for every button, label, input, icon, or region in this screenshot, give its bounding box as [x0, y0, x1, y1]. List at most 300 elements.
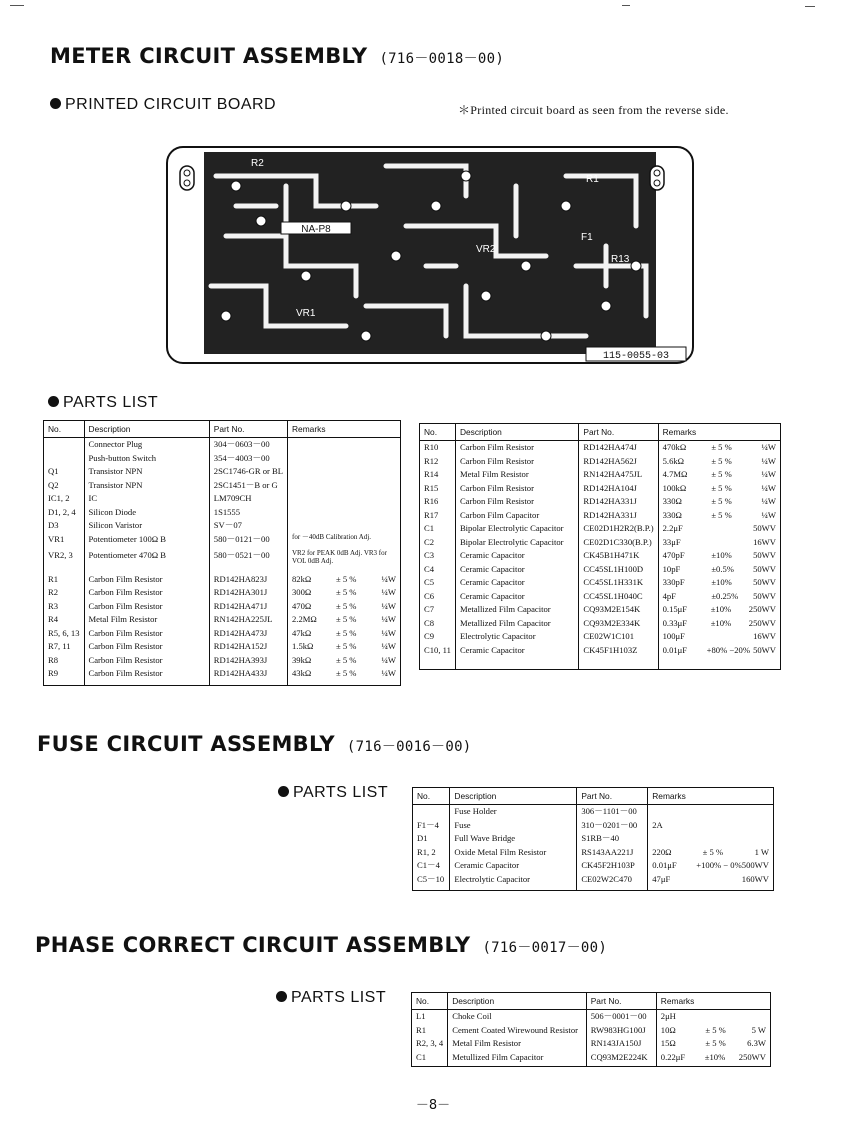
remark-tol: ± 5 %: [711, 469, 732, 479]
cell-part-number: CE02W1C101: [579, 630, 658, 644]
cell-remarks: [648, 819, 774, 833]
filler-cell: [450, 886, 577, 891]
col-remarks: Remarks: [648, 788, 774, 805]
cell-remarks: [288, 519, 401, 533]
table-row: [420, 522, 781, 536]
cell-description: Ceramic Capacitor: [450, 859, 577, 873]
col-part-no: Part No.: [209, 421, 287, 438]
cell-remarks: [658, 563, 780, 577]
remark-val: 1.5kΩ: [292, 641, 314, 651]
pcb-text-r1: R1: [586, 174, 599, 185]
remark-wt: [743, 819, 769, 833]
cell-part-no: C10, 11: [420, 644, 456, 658]
table-row: [44, 573, 401, 587]
remark-tol: ± 5 %: [711, 482, 732, 493]
remark-tol: ±10%: [711, 550, 732, 560]
table-row: [44, 549, 401, 573]
cell-remarks: [288, 654, 401, 668]
cell-remarks: [658, 522, 780, 536]
pcb-text-r13: R13: [611, 254, 630, 265]
cell-part-number: LM709CH: [209, 492, 287, 506]
remark-wt: ¼W: [381, 654, 396, 665]
cell-description: Ceramic Capacitor: [455, 590, 578, 604]
cell-description: Fuse: [450, 819, 577, 833]
table-filler-row: [412, 1064, 771, 1067]
remark-val: 100μF: [662, 631, 685, 641]
cell-description: Carbon Film Resistor: [455, 455, 578, 469]
pcb-text-vr1: VR1: [296, 308, 316, 319]
cell-description: Carbon Film Resistor: [455, 482, 578, 496]
remark-wt: ¼W: [381, 614, 396, 624]
cell-part-no: R1: [44, 573, 85, 587]
remark-tol: ±10%: [711, 577, 732, 587]
cell-description: Carbon Film Resistor: [84, 600, 209, 614]
pcb-note: ＊Printed circuit board as seen from the reverse side.: [458, 103, 729, 117]
bullet-icon: [50, 98, 61, 109]
cell-remarks: [288, 586, 401, 600]
remark-val: 330Ω: [662, 496, 682, 506]
remark-wt: 160WV: [741, 873, 769, 884]
table-row: [44, 613, 401, 627]
cell-description: Ceramic Capacitor: [455, 549, 578, 563]
remark-val: 470pF: [662, 550, 685, 560]
remark-tol: ± 5 %: [336, 668, 357, 678]
col-description: Description: [84, 421, 209, 438]
cell-remarks: [658, 576, 780, 590]
cell-part-number: 580－0521－00: [209, 549, 287, 573]
remark-val: 0.01μF: [652, 860, 677, 870]
filler-cell: [577, 886, 648, 891]
cell-part-no: R7, 11: [44, 640, 85, 654]
table-row: [420, 536, 781, 550]
filler-cell: [413, 886, 450, 891]
filler-cell: [455, 657, 578, 670]
remark-wt: [740, 1010, 766, 1024]
cell-remarks: [288, 573, 401, 587]
cell-description: Carbon Film Resistor: [84, 640, 209, 654]
filler-cell: [656, 1064, 770, 1067]
cell-part-no: Q2: [44, 479, 85, 493]
col-no: No.: [420, 424, 456, 441]
col-remarks: Remarks: [658, 424, 780, 441]
remark-val: 10pF: [662, 563, 681, 574]
cell-part-no: D3: [44, 519, 85, 533]
remark-wt: 16WV: [753, 536, 776, 547]
table-row: [413, 859, 774, 873]
remark-wt: ¼W: [381, 573, 396, 584]
cell-part-no: R16: [420, 495, 456, 509]
cell-remarks: [656, 1024, 770, 1038]
cell-part-number: RD142HA331J: [579, 495, 658, 509]
remark-tol: ± 5 %: [336, 587, 357, 597]
cell-part-no: R8: [44, 654, 85, 668]
table-row: [44, 667, 401, 681]
table-row: [44, 640, 401, 654]
cell-remarks: [288, 600, 401, 614]
cell-remarks: [648, 873, 774, 887]
table-row: [413, 873, 774, 887]
remark-wt: ¼W: [761, 496, 776, 506]
pcb-text-vr2: VR2: [476, 244, 496, 255]
cell-part-number: CC45SL1H040C: [579, 590, 658, 604]
cell-part-number: CE02W2C470: [577, 873, 648, 887]
cell-remarks: [658, 603, 780, 617]
cell-part-no: [44, 452, 85, 466]
filler-cell: [412, 1064, 448, 1067]
cell-part-number: RD142HA474J: [579, 441, 658, 455]
cell-remarks: [288, 452, 401, 466]
remark-wt: ¼W: [381, 627, 396, 638]
table-row: [420, 549, 781, 563]
table-row: [413, 819, 774, 833]
remark-wt: ¼W: [761, 455, 776, 466]
table-filler-row: [413, 886, 774, 891]
remark-val: 33μF: [662, 536, 681, 547]
cell-remarks: [288, 549, 401, 573]
cell-description: Silicon Diode: [84, 506, 209, 520]
cell-part-no: R5, 6, 13: [44, 627, 85, 641]
table-row: [420, 603, 781, 617]
cell-part-no: D1, 2, 4: [44, 506, 85, 520]
col-part-no: Part No.: [577, 788, 648, 805]
cell-part-no: R10: [420, 441, 456, 455]
phase-parts-heading: [276, 989, 386, 1007]
cell-part-no: IC1, 2: [44, 492, 85, 506]
cell-remarks: [658, 509, 780, 523]
table-row: [44, 627, 401, 641]
cell-description: Metal Film Resistor: [455, 468, 578, 482]
table-row: [412, 1010, 771, 1024]
cell-part-no: R12: [420, 455, 456, 469]
pcb-text-f1: F1: [581, 232, 593, 243]
remark-val: 330Ω: [662, 509, 682, 520]
cell-description: Metallized Film Capacitor: [455, 617, 578, 631]
col-no: No.: [412, 993, 448, 1010]
meter-parts-heading-text: PARTS LIST: [63, 394, 159, 411]
cell-part-number: RD142HA331J: [579, 509, 658, 523]
cell-description: Carbon Film Resistor: [84, 667, 209, 681]
remark-wt: ¼W: [761, 509, 776, 520]
cell-remarks: [658, 617, 780, 631]
cell-part-no: C1: [420, 522, 456, 536]
cell-remarks: [658, 644, 780, 658]
table-row: [44, 519, 401, 533]
cell-description: Carbon Film Resistor: [84, 654, 209, 668]
filler-cell: [420, 657, 456, 670]
cell-remarks: [288, 533, 401, 549]
pcb-heading: [50, 96, 276, 114]
cell-part-number: CQ93M2E154K: [579, 603, 658, 617]
cell-remarks: [288, 492, 401, 506]
meter-parts-table-right: [419, 423, 781, 670]
remark-val: 470Ω: [292, 600, 312, 611]
cell-remarks: [648, 805, 774, 819]
remark-val: 10Ω: [660, 1024, 676, 1035]
table-row: [420, 468, 781, 482]
cell-remarks: [658, 455, 780, 469]
cell-description: Ceramic Capacitor: [455, 644, 578, 658]
cell-description: Electrolytic Capacitor: [450, 873, 577, 887]
cell-description: Carbon Film Resistor: [455, 441, 578, 455]
table-row: [420, 590, 781, 604]
col-part-no: Part No.: [579, 424, 658, 441]
cell-remarks: [658, 482, 780, 496]
remark-val: 39kΩ: [292, 654, 312, 665]
fuse-parts-heading: [278, 784, 388, 802]
remark-tol: [711, 536, 745, 550]
phase-section-title: [35, 933, 607, 957]
remark-val: 4.7MΩ: [662, 469, 688, 479]
table-row: [44, 452, 401, 466]
table-row: [420, 644, 781, 658]
filler-cell: [209, 681, 287, 686]
remark-wt: 250WV: [738, 1051, 766, 1062]
remark-wt: ¼W: [761, 442, 776, 452]
cell-part-number: 310－0201－00: [577, 819, 648, 833]
filler-cell: [44, 681, 85, 686]
cell-part-no: R1: [412, 1024, 448, 1038]
cell-part-number: CE02D1H2R2(B.P.): [579, 522, 658, 536]
remark-wt: 1 W: [754, 846, 769, 857]
table-row: [420, 630, 781, 644]
bullet-icon: [48, 396, 59, 407]
cell-part-number: 506－0001－00: [586, 1010, 656, 1024]
cell-part-no: C3: [420, 549, 456, 563]
col-no: No.: [413, 788, 450, 805]
cell-part-number: RD142HA152J: [209, 640, 287, 654]
table-row: [412, 1024, 771, 1038]
cell-remarks: [288, 627, 401, 641]
cell-remarks: [656, 1037, 770, 1051]
col-description: Description: [455, 424, 578, 441]
remark-val: for －40dB Calibration Adj.: [292, 532, 371, 541]
fuse-parts-heading-text: PARTS LIST: [293, 784, 389, 801]
remark-val: 100kΩ: [662, 482, 687, 493]
col-no: No.: [44, 421, 85, 438]
remark-wt: 50WV: [753, 563, 776, 574]
cell-description: Carbon Film Resistor: [455, 495, 578, 509]
remark-tol: ± 5 %: [336, 600, 357, 611]
cell-part-no: C1－4: [413, 859, 450, 873]
cell-part-number: 1S1555: [209, 506, 287, 520]
table-row: [420, 455, 781, 469]
cell-description: Silicon Varistor: [84, 519, 209, 533]
cell-remarks: [288, 465, 401, 479]
remark-tol: ± 5 %: [711, 509, 732, 520]
remark-val: 0.22μF: [660, 1051, 686, 1062]
remark-wt: 500WV: [741, 860, 769, 870]
cell-description: Potentiometer 470Ω B: [84, 549, 209, 573]
cell-part-number: RD142HA301J: [209, 586, 287, 600]
remark-wt: ¼W: [761, 482, 776, 493]
cell-description: Metal Film Resistor: [84, 613, 209, 627]
cell-remarks: [288, 438, 401, 452]
cell-description: Carbon Film Resistor: [84, 586, 209, 600]
pcb-text-na-p8: NA-P8: [301, 224, 331, 235]
remark-wt: 250WV: [748, 617, 776, 628]
remark-tol: ±10%: [710, 604, 732, 614]
remark-wt: 16WV: [753, 631, 776, 641]
remark-val: VR2 for PEAK 0dB Adj. VR3 for VOL 0dB Adj.: [292, 548, 387, 565]
remark-tol: ± 5 %: [336, 641, 357, 651]
remark-val: 330pF: [662, 577, 685, 587]
remark-val: 300Ω: [292, 587, 312, 597]
remark-wt: 50WV: [753, 550, 776, 560]
cell-part-no: C6: [420, 590, 456, 604]
fuse-title-text: FUSE CIRCUIT ASSEMBLY: [37, 732, 335, 756]
cell-part-number: RD142HA473J: [209, 627, 287, 641]
cell-remarks: [648, 832, 774, 846]
fuse-section-title: [37, 732, 472, 756]
cell-part-number: RD142HA562J: [579, 455, 658, 469]
cell-part-number: 2SC1746-GR or BL: [209, 465, 287, 479]
table-row: [420, 441, 781, 455]
remark-wt: ¼W: [381, 600, 396, 611]
remark-tol: ±10%: [710, 617, 732, 628]
filler-cell: [586, 1064, 656, 1067]
table-row: [44, 654, 401, 668]
col-remarks: Remarks: [656, 993, 770, 1010]
cell-part-no: C8: [420, 617, 456, 631]
remark-tol: ± 5 %: [711, 455, 732, 466]
cell-part-number: RD142HA393J: [209, 654, 287, 668]
remark-tol: [711, 522, 745, 536]
cell-description: Metullized Film Capacitor: [448, 1051, 587, 1065]
cell-part-no: C2: [420, 536, 456, 550]
remark-val: 2.2MΩ: [292, 614, 317, 624]
remark-wt: 50WV: [753, 590, 776, 601]
remark-tol: ± 5 %: [336, 573, 357, 584]
remark-tol: ±0.25%: [711, 590, 739, 601]
remark-tol: ± 5 %: [336, 627, 357, 638]
remark-tol: ± 5 %: [711, 442, 732, 452]
cell-part-number: 306－1101－00: [577, 805, 648, 819]
cell-description: Potentiometer 100Ω B: [84, 533, 209, 549]
cell-description: Cement Coated Wirewound Resistor: [448, 1024, 587, 1038]
filler-cell: [288, 681, 401, 686]
cell-remarks: [288, 640, 401, 654]
table-row: [44, 479, 401, 493]
table-row: [44, 492, 401, 506]
pcb-board-label: 115-0055-03: [602, 351, 670, 362]
cell-remarks: [288, 667, 401, 681]
page-number: －8－: [415, 1098, 451, 1113]
remark-tol: ±10%: [704, 1051, 726, 1062]
filler-cell: [648, 886, 774, 891]
printed-circuit-board-image: [166, 146, 694, 364]
cell-part-no: R1, 2: [413, 846, 450, 860]
table-filler-row: [44, 681, 401, 686]
remark-val: 47μF: [652, 873, 671, 884]
remark-val: 220Ω: [652, 846, 672, 857]
table-row: [412, 1037, 771, 1051]
cell-part-no: F1－4: [413, 819, 450, 833]
cell-part-number: RW983HG100J: [586, 1024, 656, 1038]
table-row: [44, 438, 401, 452]
cell-part-number: SV－07: [209, 519, 287, 533]
cell-part-no: C9: [420, 630, 456, 644]
meter-parts-table-left: [43, 420, 401, 686]
cell-part-no: R2: [44, 586, 85, 600]
cell-part-no: L1: [412, 1010, 448, 1024]
cell-part-no: R2, 3, 4: [412, 1037, 448, 1051]
cell-part-no: R9: [44, 667, 85, 681]
pcb-text-r2: R2: [251, 158, 264, 169]
table-row: [413, 832, 774, 846]
remark-tol: ± 5 %: [336, 614, 357, 624]
remark-wt: ¼W: [761, 469, 776, 479]
remark-val: 15Ω: [660, 1038, 676, 1048]
cell-remarks: [648, 846, 774, 860]
cell-part-number: 2SC1451－B or G: [209, 479, 287, 493]
cell-part-number: RD142HA104J: [579, 482, 658, 496]
filler-cell: [448, 1064, 587, 1067]
remark-val: 5.6kΩ: [662, 455, 685, 466]
col-remarks: Remarks: [288, 421, 401, 438]
cell-part-no: R15: [420, 482, 456, 496]
remark-wt: ¼W: [381, 587, 396, 597]
cell-part-number: RS143AA221J: [577, 846, 648, 860]
cell-part-number: CC45SL1H331K: [579, 576, 658, 590]
cell-part-no: R4: [44, 613, 85, 627]
phase-parts-heading-text: PARTS LIST: [291, 989, 387, 1006]
cell-part-no: VR2, 3: [44, 549, 85, 573]
remark-wt: 50WV: [753, 644, 776, 655]
remark-tol: ± 5 %: [705, 1024, 726, 1035]
cell-description: Metal Film Resistor: [448, 1037, 587, 1051]
remark-wt: ¼W: [381, 668, 396, 678]
cell-remarks: [288, 506, 401, 520]
table-row: [420, 563, 781, 577]
col-description: Description: [450, 788, 577, 805]
cell-part-number: RN142HA225JL: [209, 613, 287, 627]
cell-description: Choke Coil: [448, 1010, 587, 1024]
remark-val: 2A: [652, 819, 663, 830]
cell-remarks: [658, 441, 780, 455]
meter-code: (716－0018－00): [379, 51, 505, 67]
remark-tol: ± 5 %: [711, 496, 732, 506]
cell-description: Bipolar Electrolytic Capacitor: [455, 536, 578, 550]
cell-part-number: RN143JA150J: [586, 1037, 656, 1051]
remark-val: 470kΩ: [662, 442, 687, 452]
cell-remarks: [288, 479, 401, 493]
cell-part-number: RD142HA471J: [209, 600, 287, 614]
bullet-icon: [276, 991, 287, 1002]
remark-val: 4pF: [662, 590, 676, 601]
table-row: [420, 617, 781, 631]
cell-part-number: CK45B1H471K: [579, 549, 658, 563]
cell-part-number: CK45F2H103P: [577, 859, 648, 873]
remark-wt: 50WV: [753, 523, 776, 533]
remark-val: 82kΩ: [292, 573, 312, 584]
cell-part-number: CQ93M2E224K: [586, 1051, 656, 1065]
cell-description: Metallized Film Capacitor: [455, 603, 578, 617]
remark-wt: 250WV: [748, 604, 776, 614]
meter-title-text: METER CIRCUIT ASSEMBLY: [50, 44, 368, 68]
cell-description: Bipolar Electrolytic Capacitor: [455, 522, 578, 536]
table-row: [412, 1051, 771, 1065]
remark-tol: ± 5 %: [702, 846, 724, 857]
cell-part-no: C5: [420, 576, 456, 590]
remark-wt: ¼W: [381, 641, 396, 651]
cell-part-no: C1: [412, 1051, 448, 1065]
cell-remarks: [648, 859, 774, 873]
cell-description: Carbon Film Capacitor: [455, 509, 578, 523]
cell-part-no: [413, 805, 450, 819]
remark-val: 47kΩ: [292, 627, 312, 638]
remark-val: 43kΩ: [292, 668, 312, 678]
remark-val: 0.15μF: [662, 604, 688, 614]
